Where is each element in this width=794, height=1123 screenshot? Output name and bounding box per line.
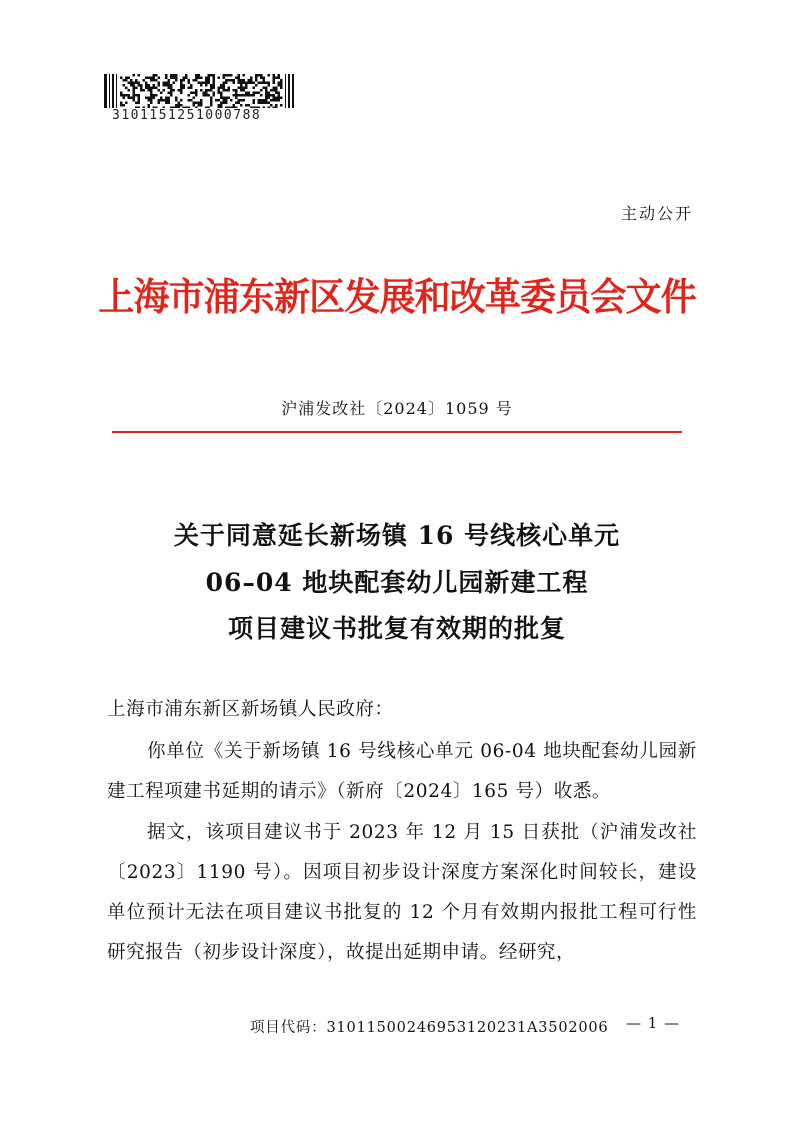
page-number: — 1 — [626,1014,681,1032]
body-paragraph-1: 你单位《关于新场镇 16 号线核心单元 06-04 地块配套幼儿园新建工程项建书延期的请示》（新府〔2024〕165 号）收悉。 [107,741,697,802]
document-title-line-1: 关于同意延长新场镇 16 号线核心单元 [173,521,621,550]
red-divider-line [112,431,682,433]
project-code: 项目代码：31011500246953120231A3502006 [250,1020,609,1036]
document-title-line-2: 06–04 地块配套幼儿园新建工程 [205,568,589,597]
body-paragraph-2: 据文，该项目建议书于 2023 年 12 月 15 日获批（沪浦发改社〔2023〕1190 号）。因项目初步设计深度方案深化时间较长，建设单位预计无法在项目建议书批复的 12 个月有效期内报批工程可行性研究报告（初步设计深度），故提出延期申请。经研究， [107,822,697,963]
document-title-line-3: 项目建议书批复有效期的批复 [227,614,566,643]
barcode-number: 3101151251000788 [112,108,262,123]
disclosure-label: 主动公开 [620,204,693,223]
issuer-title: 上海市浦东新区发展和改革委员会文件 [98,274,696,319]
barcode-image [104,74,294,108]
salutation: 上海市浦东新区新场镇人民政府： [107,699,394,720]
document-number: 沪浦发改社〔2024〕1059 号 [281,399,513,418]
